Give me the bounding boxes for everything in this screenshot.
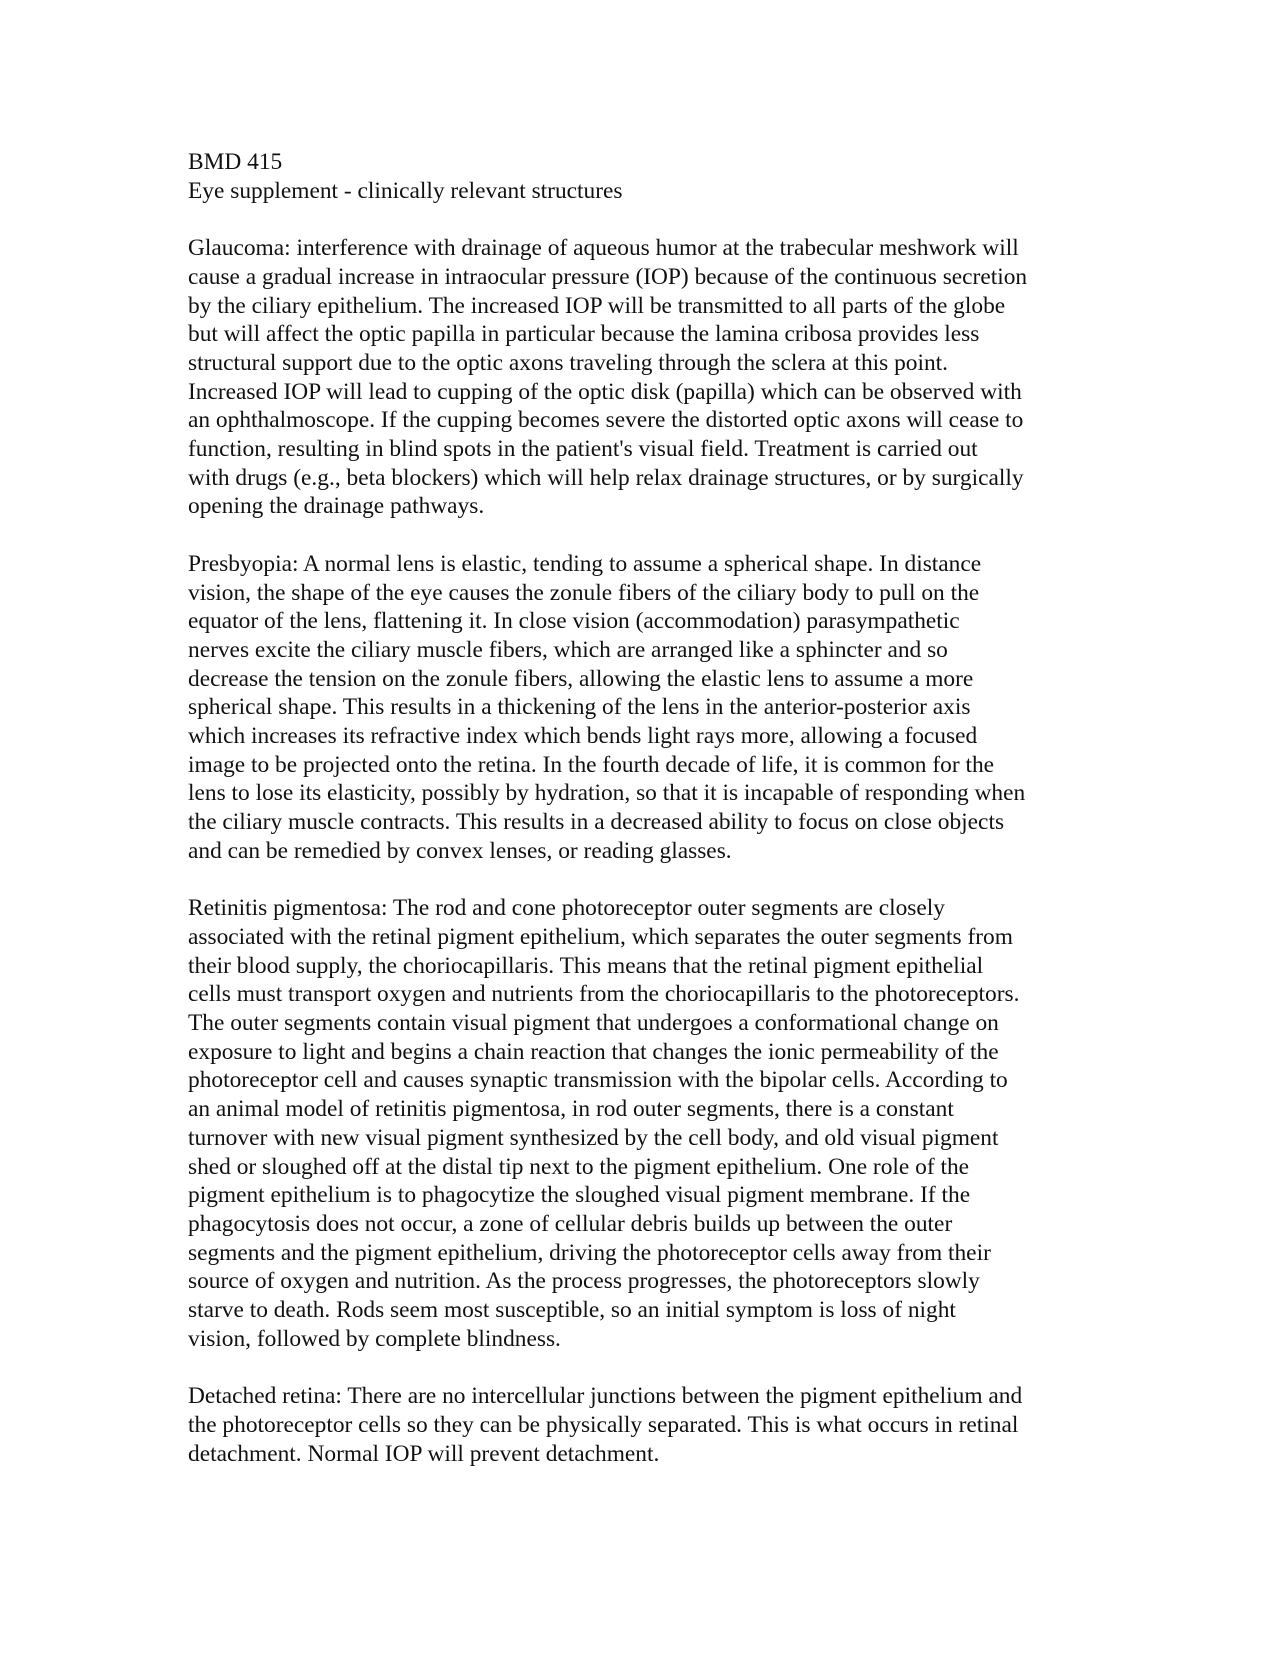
text-line: which increases its refractive index which bends light rays more, allowing a focused [188, 723, 978, 750]
text-line: structural support due to the optic axons traveling through the sclera at this point. [188, 349, 949, 376]
document-page [188, 148, 1088, 1468]
text-line: equator of the lens, flattening it. In close vision (accommodation) parasympathetic [188, 608, 960, 635]
document-title: Eye supplement - clinically relevant structures [188, 177, 623, 204]
text-line: vision, followed by complete blindness. [188, 1325, 561, 1352]
text-line: vision, the shape of the eye causes the zonule fibers of the ciliary body to pull on the [188, 579, 980, 606]
text-line: associated with the retinal pigment epithelium, which separates the outer segments from [188, 923, 1013, 950]
text-line: cause a gradual increase in intraocular pressure (IOP) because of the continuous secretion [188, 263, 1028, 290]
text-line: spherical shape. This results in a thickening of the lens in the anterior-posterior axis [188, 694, 971, 721]
text-line: their blood supply, the choriocapillaris. This means that the retinal pigment epithelial [188, 952, 984, 979]
text-line: photoreceptor cell and causes synaptic transmission with the bipolar cells. According to [188, 1067, 1008, 1094]
text-line: by the ciliary epithelium. The increased IOP will be transmitted to all parts of the globe [188, 292, 1006, 319]
text-line: function, resulting in blind spots in the patient's visual field. Treatment is carried out [188, 436, 978, 463]
course-code: BMD 415 [188, 149, 283, 175]
text-line: decrease the tension on the zonule fibers, allowing the elastic lens to assume a more [188, 665, 974, 692]
text-line: and can be remedied by convex lenses, or reading glasses. [188, 837, 732, 864]
text-line: The outer segments contain visual pigment that undergoes a conformational change on [188, 1010, 999, 1037]
text-line: cells must transport oxygen and nutrients from the choriocapillaris to the photoreceptors. [188, 981, 1020, 1008]
text-line: but will affect the optic papilla in particular because the lamina cribosa provides less [188, 321, 980, 348]
text-line: phagocytosis does not occur, a zone of cellular debris builds up between the outer [188, 1210, 953, 1237]
text-line: pigment epithelium is to phagocytize the sloughed visual pigment membrane. If the [188, 1182, 971, 1209]
text-line: the photoreceptor cells so they can be physically separated. This is what occurs in retinal [188, 1411, 1019, 1438]
text-line: Glaucoma: interference with drainage of aqueous humor at the trabecular meshwork will [188, 235, 1019, 262]
text-line: nerves excite the ciliary muscle fibers, which are arranged like a sphincter and so [188, 636, 948, 663]
text-line: image to be projected onto the retina. In the fourth decade of life, it is common for the [188, 751, 995, 778]
text-line: source of oxygen and nutrition. As the process progresses, the photoreceptors slowly [188, 1268, 980, 1295]
text-line: the ciliary muscle contracts. This results in a decreased ability to focus on close objects [188, 809, 1005, 836]
text-line: lens to lose its elasticity, possibly by hydration, so that it is incapable of responding when [188, 780, 1026, 807]
text-line: an ophthalmoscope. If the cupping becomes severe the distorted optic axons will cease to [188, 407, 1024, 434]
text-line: Presbyopia: A normal lens is elastic, tending to assume a spherical shape. In distance [188, 550, 982, 577]
section-glaucoma [188, 234, 1088, 521]
text-line: Increased IOP will lead to cupping of the optic disk (papilla) which can be observed with [188, 378, 1022, 405]
text-line: detachment. Normal IOP will prevent detachment. [188, 1440, 660, 1467]
text-line: shed or sloughed off at the distal tip next to the pigment epithelium. One role of the [188, 1153, 970, 1180]
text-line: an animal model of retinitis pigmentosa, in rod outer segments, there is a constant [188, 1096, 954, 1123]
text-line: starve to death. Rods seem most susceptible, so an initial symptom is loss of night [188, 1297, 956, 1324]
section-presbyopia [188, 550, 1088, 866]
text-line: opening the drainage pathways. [188, 493, 485, 520]
document-header [188, 148, 1088, 205]
text-line: turnover with new visual pigment synthesized by the cell body, and old visual pigment [188, 1124, 999, 1151]
text-line: segments and the pigment epithelium, driving the photoreceptor cells away from their [188, 1239, 991, 1266]
text-line: Retinitis pigmentosa: The rod and cone photoreceptor outer segments are closely [188, 895, 945, 922]
text-line: exposure to light and begins a chain reaction that changes the ionic permeability of the [188, 1038, 999, 1065]
section-retinitis-pigmentosa [188, 894, 1088, 1353]
text-line: with drugs (e.g., beta blockers) which will help relax drainage structures, or by surgically [188, 464, 1024, 491]
text-line: Detached retina: There are no intercellular junctions between the pigment epithelium and [188, 1383, 1023, 1410]
section-detached-retina [188, 1382, 1088, 1468]
